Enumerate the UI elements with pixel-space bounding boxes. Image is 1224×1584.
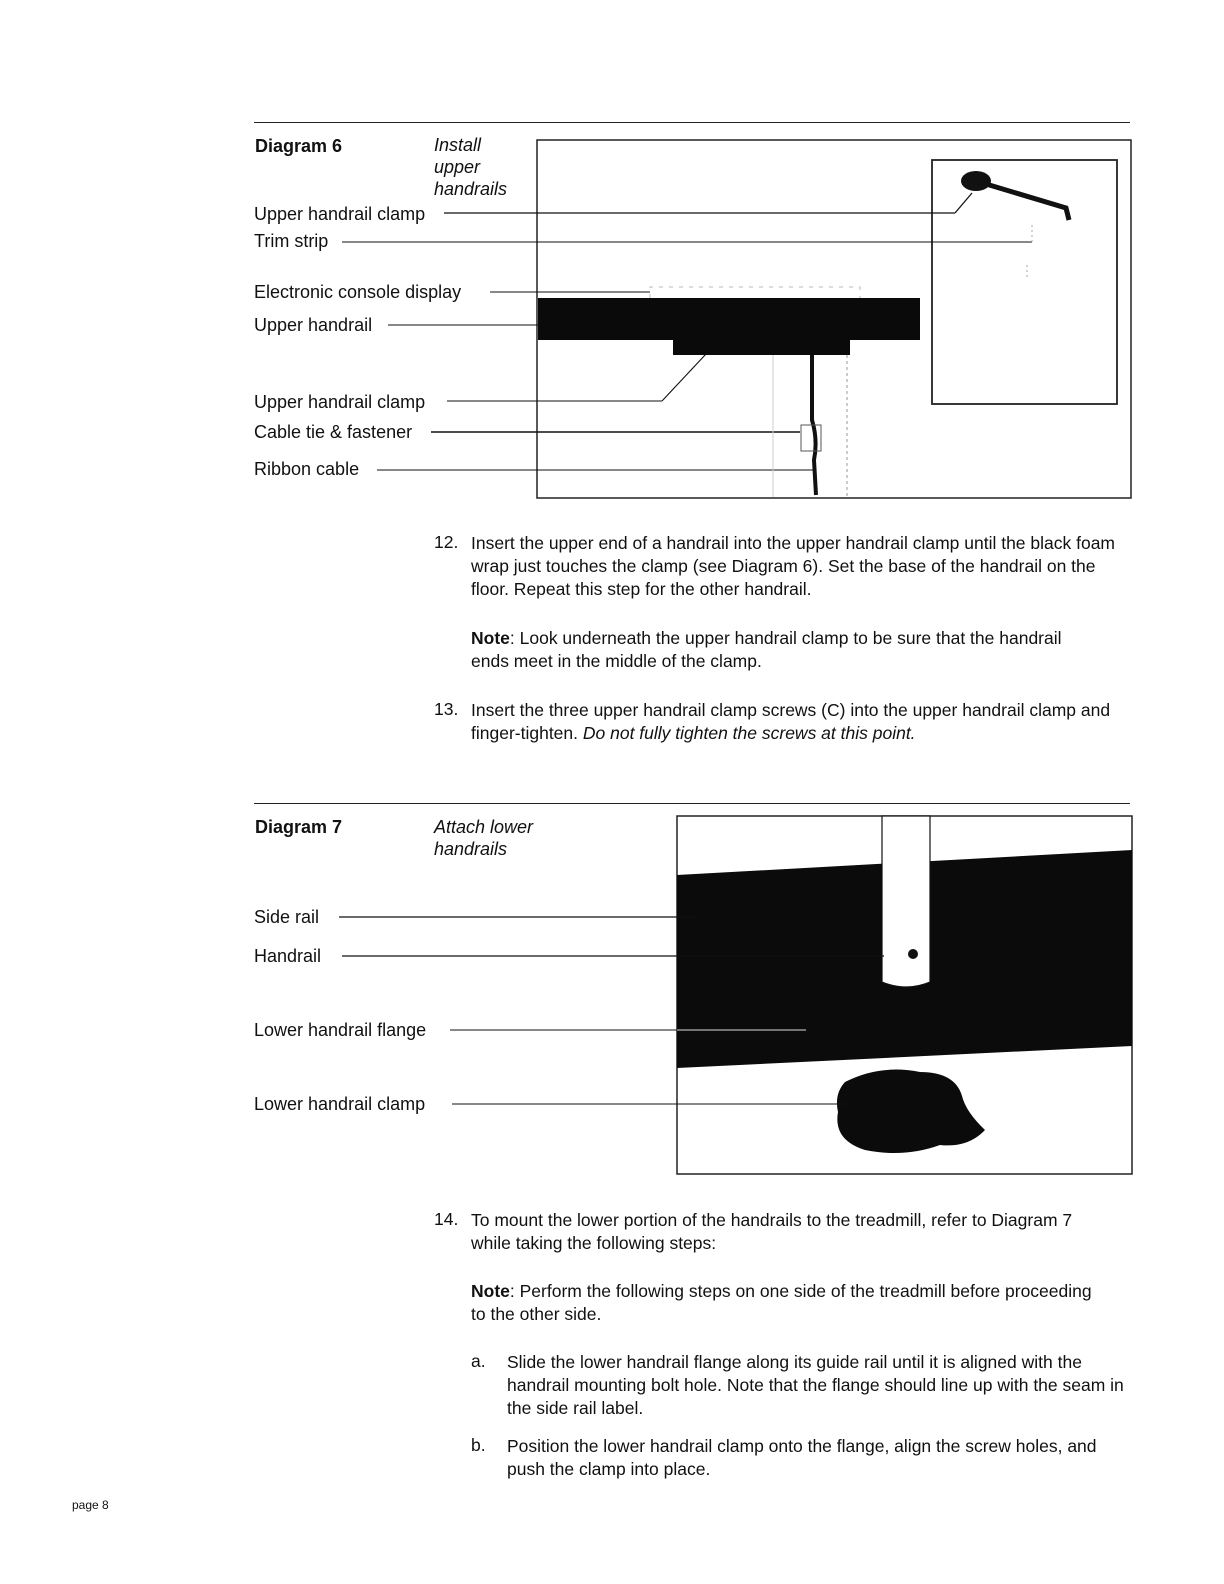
diagram7-caption-line: Attach lower: [434, 817, 534, 837]
step14-note-label: Note: [471, 1281, 510, 1301]
lower-handrail-clamp-shape: [837, 1070, 985, 1154]
step14-note: [471, 1280, 1101, 1326]
label-electronic-console-display: Electronic console display: [254, 282, 462, 302]
diagram6-caption-line: handrails: [434, 179, 508, 199]
substep-b-text: Position the lower handrail clamp onto the flange, align the screw holes, and push the clamp into place.: [507, 1436, 1097, 1479]
step12-note-text: : Look underneath the upper handrail clamp to be sure that the handrail ends meet in the middle of the clamp.: [471, 628, 1062, 671]
label-upper-handrail-clamp-top: Upper handrail clamp: [254, 204, 426, 224]
substep-b-letter: b.: [471, 1435, 486, 1455]
label-lower-handrail-clamp: Lower handrail clamp: [254, 1094, 426, 1114]
label-trim-strip: Trim strip: [254, 231, 329, 251]
step12-note-label: Note: [471, 628, 510, 648]
step13-number: 13.: [434, 699, 459, 719]
diagram7-title: Diagram 7: [255, 817, 343, 837]
handrail-post: [882, 816, 930, 987]
step12-text: Insert the upper end of a handrail into the upper handrail clamp until the black foam wrap just touches the clamp (see Diagram 6). Set the base of the handrail on the floor. Repeat this step for the other handrail.: [471, 533, 1116, 599]
page-number: page 8: [72, 1498, 109, 1512]
substep-a-text: Slide the lower handrail flange along its guide rail until it is aligned with the handrail mounting bolt hole. Note that the flange should line up with the seam in the side rail label.: [507, 1352, 1124, 1418]
label-handrail: Handrail: [254, 946, 322, 966]
label-lower-handrail-flange: Lower handrail flange: [254, 1020, 427, 1040]
step14-number: 14.: [434, 1209, 459, 1229]
step13-text-main: Insert the three upper handrail clamp screws (C) into the upper handrail clamp and finger-tighten.: [471, 700, 1111, 743]
label-cable-tie-fastener: Cable tie & fastener: [254, 422, 413, 442]
step12-number: 12.: [434, 532, 459, 552]
label-upper-handrail-clamp-lower: Upper handrail clamp: [254, 392, 426, 412]
label-side-rail: Side rail: [254, 907, 320, 927]
step14-text: To mount the lower portion of the handrails to the treadmill, refer to Diagram 7 while taking the following steps:: [471, 1210, 1073, 1253]
substep-a-letter: a.: [471, 1351, 486, 1371]
diagram7-caption-line: handrails: [434, 839, 508, 859]
diagram6-caption-line: upper: [434, 157, 481, 177]
label-upper-handrail: Upper handrail: [254, 315, 373, 335]
label-ribbon-cable: Ribbon cable: [254, 459, 360, 479]
step14-note-text: : Perform the following steps on one side of the treadmill before proceeding to the other side.: [471, 1281, 1092, 1324]
mounting-bolt-hole: [908, 949, 918, 959]
diagram6-title: Diagram 6: [255, 136, 343, 156]
diagram6-caption-line: Install: [434, 135, 482, 155]
step13-text-italic: Do not fully tighten the screws at this point.: [582, 723, 916, 743]
